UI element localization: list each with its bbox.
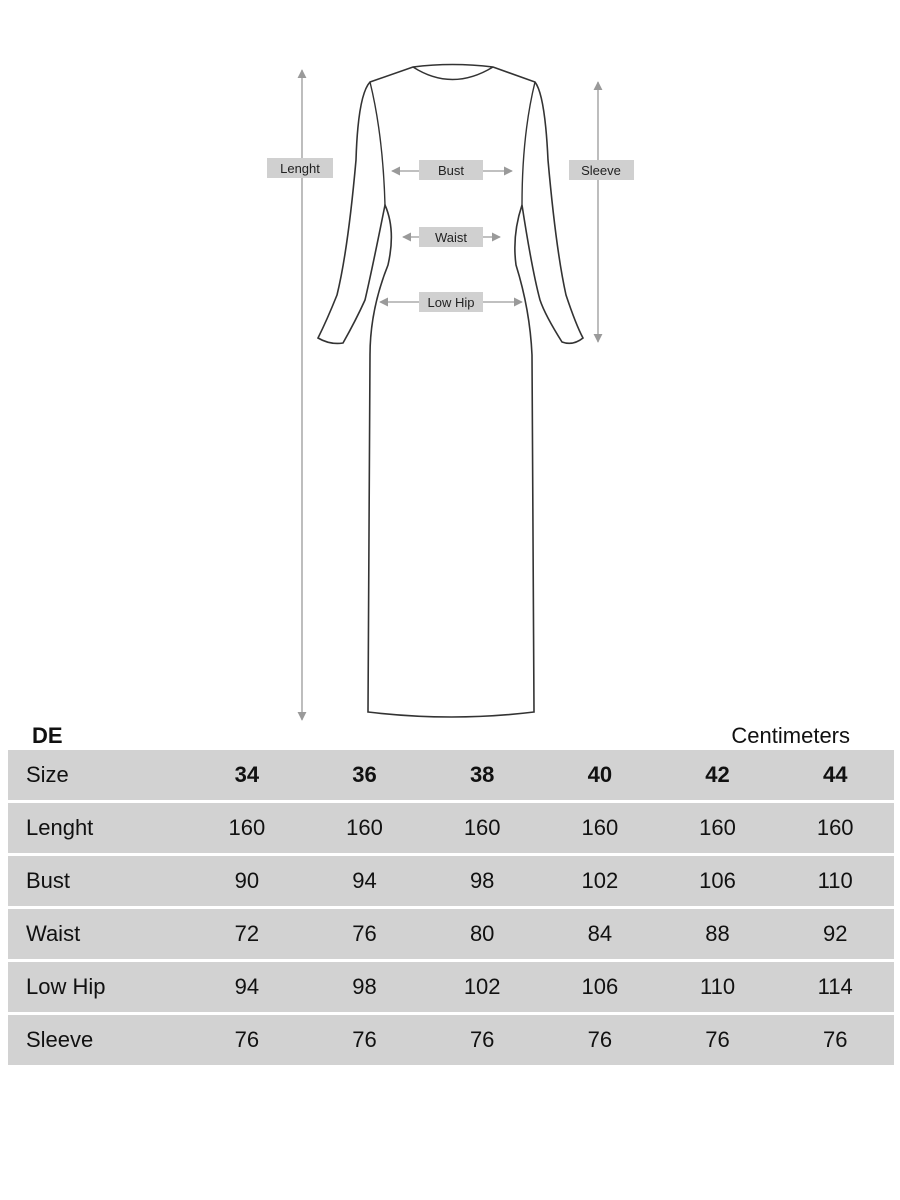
- row-label: Low Hip: [26, 974, 106, 999]
- table-cell: 88: [705, 921, 730, 946]
- waist-tag-text: Waist: [434, 230, 468, 245]
- table-cell: 110: [817, 868, 853, 893]
- size-cell: 40: [587, 762, 613, 787]
- table-cell: 110: [699, 974, 736, 999]
- length-tag-text: Lenght: [280, 161, 320, 176]
- size-cell: 42: [705, 762, 730, 787]
- table-row: [8, 1015, 894, 1065]
- row-label: Bust: [26, 868, 71, 893]
- region-label: DE: [32, 723, 63, 748]
- table-row: [8, 856, 894, 906]
- table-cell: 94: [352, 868, 377, 893]
- size-cell: 44: [822, 762, 848, 787]
- table-row: [8, 803, 894, 853]
- size-cell: 36: [352, 762, 377, 787]
- table-row: [8, 962, 894, 1012]
- table-cell: 98: [352, 974, 377, 999]
- table-cell: 160: [463, 815, 501, 840]
- unit-label: Centimeters: [731, 723, 850, 748]
- size-header-row: [8, 750, 894, 800]
- table-cell: 72: [234, 921, 260, 946]
- table-cell: 160: [816, 815, 854, 840]
- table-cell: 106: [581, 974, 619, 999]
- table-cell: 92: [822, 921, 848, 946]
- table-row: [8, 909, 894, 959]
- table-cell: 160: [581, 815, 619, 840]
- table-cell: 106: [699, 868, 736, 893]
- sleeve-tag-text: Sleeve: [581, 163, 621, 178]
- table-cell: 160: [346, 815, 383, 840]
- table-cell: 80: [469, 921, 495, 946]
- table-cell: 160: [699, 815, 736, 840]
- table-cell: 90: [234, 868, 260, 893]
- size-cell: 34: [234, 762, 260, 787]
- table-cell: 102: [581, 868, 619, 893]
- table-cell: 76: [469, 1027, 495, 1052]
- row-label: Lenght: [26, 815, 94, 840]
- table-cell: 76: [352, 1027, 377, 1052]
- row-label: Size: [26, 762, 69, 787]
- size-cell: 38: [469, 762, 495, 787]
- table-cell: 76: [234, 1027, 260, 1052]
- table-cell: 76: [352, 921, 377, 946]
- table-cell: 102: [463, 974, 501, 999]
- size-table: [8, 750, 894, 1068]
- table-cell: 76: [822, 1027, 848, 1052]
- table-cell: 76: [705, 1027, 730, 1052]
- table-cell: 98: [469, 868, 495, 893]
- row-label: Sleeve: [26, 1027, 94, 1052]
- bust-tag-text: Bust: [437, 163, 465, 178]
- row-label: Waist: [26, 921, 81, 946]
- table-cell: 76: [587, 1027, 613, 1052]
- table-cell: 114: [817, 974, 853, 999]
- table-cell: 94: [234, 974, 260, 999]
- table-cell: 160: [228, 815, 266, 840]
- table-cell: 84: [587, 921, 613, 946]
- low-hip-tag-text: Low Hip: [427, 295, 475, 310]
